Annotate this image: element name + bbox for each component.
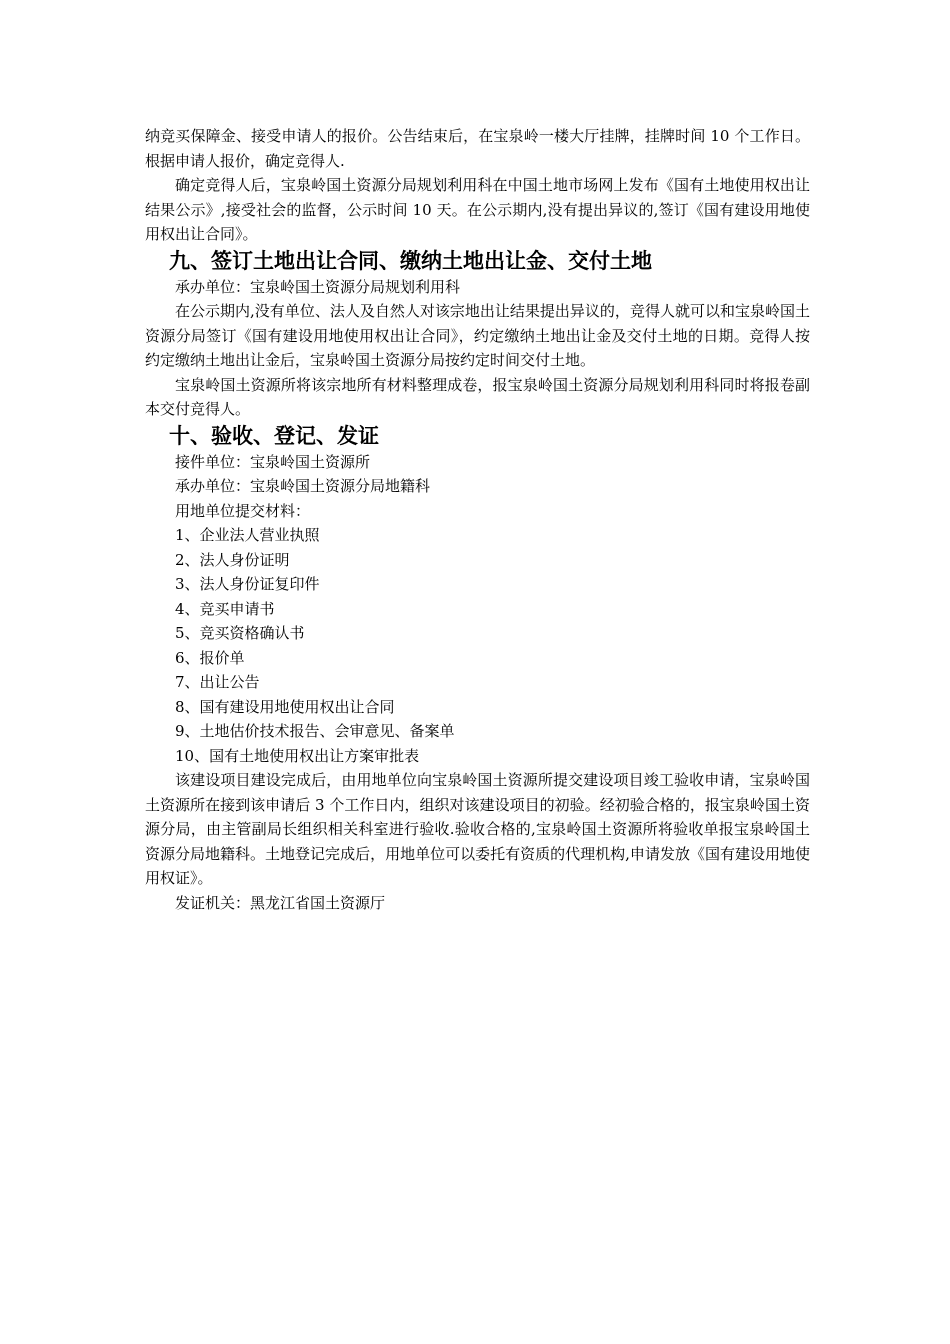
issuing-authority: 发证机关：黑龙江省国土资源厅: [175, 893, 386, 912]
list-item: 3、法人身份证复印件: [175, 575, 320, 593]
list-item: 4、竞买申请书: [175, 599, 275, 618]
receiver-unit: 接件单位：宝泉岭国土资源所: [175, 452, 371, 471]
section-heading-10: 十、验收、登记、发证: [169, 423, 379, 448]
list-item: 9、土地估价技术报告、会审意见、备案单: [175, 722, 455, 740]
handler-unit: 承办单位：宝泉岭国土资源分局规划利用科: [175, 277, 461, 296]
body-paragraph: 在公示期内,没有单位、法人及自然人对该宗地出让结果提出异议的，竞得人就可以和宝泉岭国土资源分局签订《国有建设用地使用权出让合同》，约定缴纳土地出让金及交付土地的日期。竞得人按约定缴纳土地出让金后，宝泉岭国土资源分局按约定时间交付土地。: [145, 302, 810, 369]
list-item: 2、法人身份证明: [175, 550, 290, 569]
body-paragraph: 纳竞买保障金、接受申请人的报价。公告结束后，在宝泉岭一楼大厅挂牌，挂牌时间 10 个工作日。根据申请人报价，确定竞得人.: [145, 127, 810, 170]
document-page: [145, 124, 810, 915]
body-paragraph: 宝泉岭国土资源所将该宗地所有材料整理成卷，报宝泉岭国土资源分局规划利用科同时将报卷副本交付竞得人。: [145, 375, 810, 418]
list-item: 1、企业法人营业执照: [175, 526, 320, 544]
materials-list: [145, 523, 810, 768]
handler-unit: 承办单位：宝泉岭国土资源分局地籍科: [175, 477, 431, 495]
body-paragraph: 该建设项目建设完成后，由用地单位向宝泉岭国土资源所提交建设项目竣工验收申请，宝泉岭国土资源所在接到该申请后 3 个工作日内，组织对该建设项目的初验。经初验合格的，报宝泉岭国土资源分局，由主管副局长组织相关科室进行验收.验收合格的,宝泉岭国土资源所将验收单报宝泉岭国土资源分局地籍科。土地登记完成后，用地单位可以委托有资质的代理机构,申请发放《国有建设用地使用权证》。: [145, 771, 810, 887]
list-item: 5、竞买资格确认书: [175, 624, 305, 642]
materials-label: 用地单位提交材料：: [175, 501, 311, 520]
list-item: 8、国有建设用地使用权出让合同: [175, 697, 395, 716]
section-heading-9: 九、签订土地出让合同、缴纳土地出让金、交付土地: [169, 248, 652, 273]
list-item: 10、国有土地使用权出让方案审批表: [175, 746, 420, 765]
body-paragraph: 确定竞得人后，宝泉岭国土资源分局规划利用科在中国土地市场网上发布《国有土地使用权出让结果公示》,接受社会的监督，公示时间 10 天。在公示期内,没有提出异议的,签订《国有建设用地使用权出让合同》。: [145, 176, 810, 243]
list-item: 6、报价单: [175, 648, 245, 667]
list-item: 7、出让公告: [175, 673, 260, 691]
